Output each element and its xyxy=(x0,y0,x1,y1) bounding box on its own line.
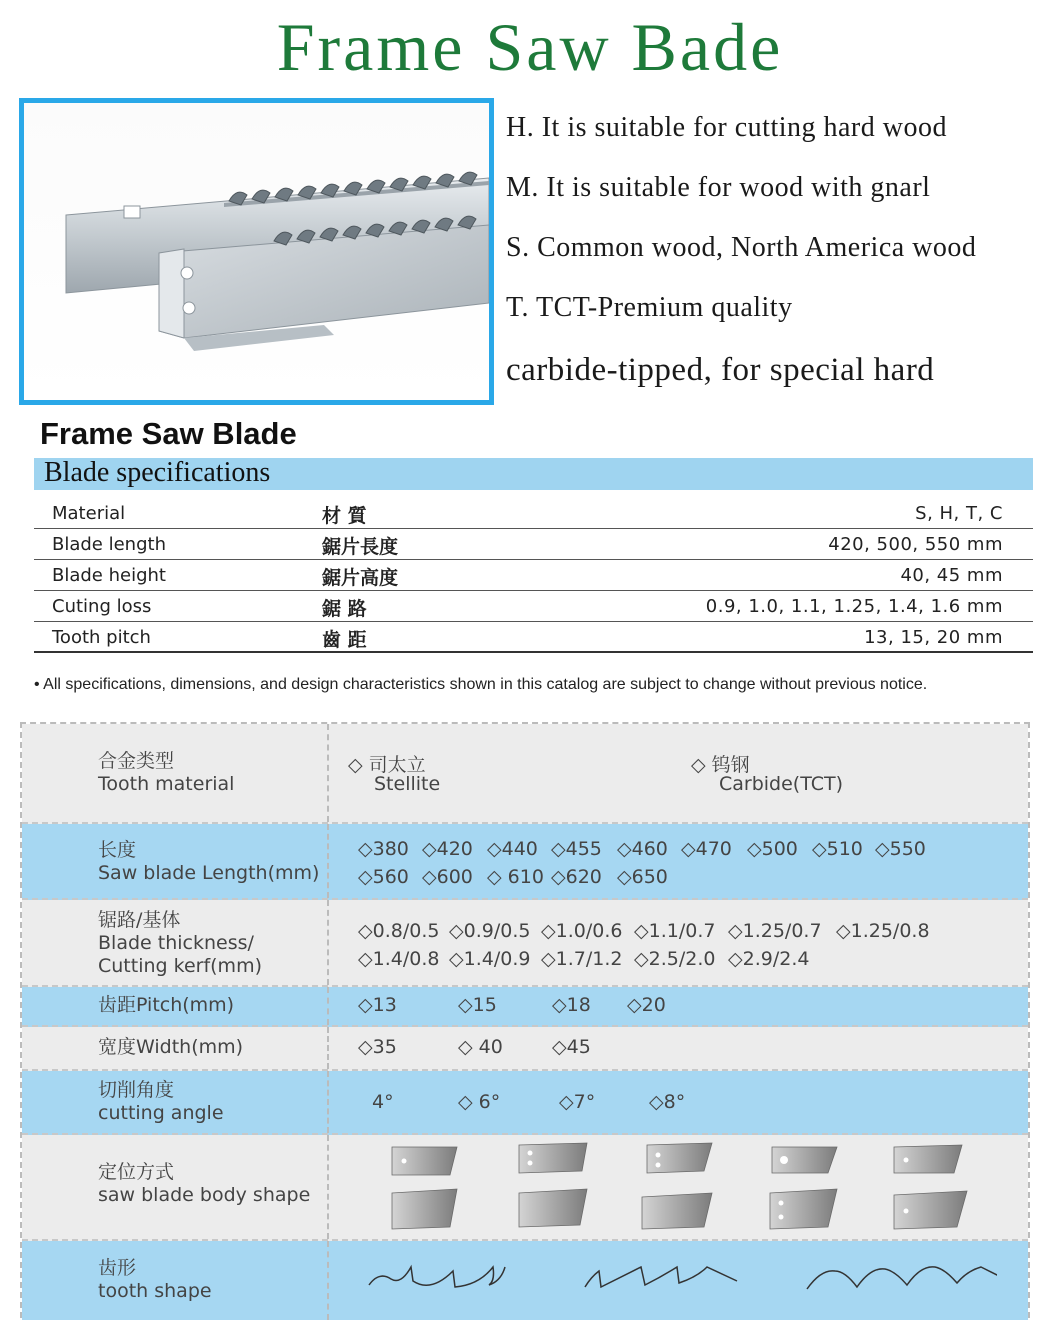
tooth-shape-icons xyxy=(367,1259,997,1299)
grade-m: M. It is suitable for wood with gnarl xyxy=(506,172,931,203)
option-thickness: ◇0.9/0.5 xyxy=(449,920,531,942)
option-carbide-en: Carbide(TCT) xyxy=(719,773,844,795)
option-carbide-zh: ◇ 钨钢 xyxy=(691,754,750,776)
option-pitch: ◇15 xyxy=(458,994,497,1016)
row-label xyxy=(98,1257,212,1303)
spec-value: 0.9, 1.0, 1.1, 1.25, 1.4, 1.6 mm xyxy=(705,596,1003,617)
option-angle: 4° xyxy=(372,1091,394,1113)
table-row xyxy=(34,591,1033,622)
row-tooth-shape xyxy=(22,1241,1028,1320)
option-length: ◇460 xyxy=(617,838,668,860)
spec-title: Frame Saw Blade xyxy=(40,416,297,451)
row-label xyxy=(98,909,262,978)
spec-label-zh: 齒 距 xyxy=(322,629,367,651)
spec-value: 40, 45 mm xyxy=(900,565,1003,586)
row-blade-thickness xyxy=(22,900,1028,987)
column-divider xyxy=(327,1027,329,1069)
row-label: 宽度Width(mm) xyxy=(98,1036,244,1058)
spec-label-en: Material xyxy=(52,503,126,524)
row-width xyxy=(22,1027,1028,1071)
spec-label-en: Cuting loss xyxy=(52,596,152,617)
body-shape-icons xyxy=(382,1141,1002,1237)
option-length: ◇620 xyxy=(551,866,602,888)
option-width: ◇35 xyxy=(358,1036,397,1058)
option-length: ◇600 xyxy=(422,866,473,888)
row-label xyxy=(98,839,319,885)
column-divider xyxy=(327,724,329,822)
row-label xyxy=(98,750,234,796)
option-angle: ◇8° xyxy=(649,1091,686,1113)
body-shape-icon xyxy=(392,1189,457,1229)
option-length: ◇560 xyxy=(358,866,409,888)
option-length: ◇650 xyxy=(617,866,668,888)
option-width: ◇45 xyxy=(552,1036,591,1058)
option-pitch: ◇13 xyxy=(358,994,397,1016)
label-en: Cutting kerf(mm) xyxy=(98,955,262,977)
label-zh: 长度 xyxy=(98,839,137,861)
spec-value: 13, 15, 20 mm xyxy=(864,627,1003,648)
label-zh: 锯路/基体 xyxy=(98,909,181,931)
spec-value: S, H, T, C xyxy=(915,503,1003,524)
table-row xyxy=(34,560,1033,591)
option-length: ◇470 xyxy=(681,838,732,860)
body-shape-icon xyxy=(519,1143,587,1173)
option-length: ◇440 xyxy=(487,838,538,860)
label-zh: 切削角度 xyxy=(98,1079,175,1101)
option-stellite-en: Stellite xyxy=(374,773,441,795)
option-thickness: ◇1.1/0.7 xyxy=(634,920,716,942)
option-pitch: ◇20 xyxy=(627,994,666,1016)
page-title: Frame Saw Bade xyxy=(276,9,784,85)
spec-band xyxy=(34,458,1033,490)
label-en: Tooth material xyxy=(98,773,235,795)
column-divider xyxy=(327,824,329,898)
option-thickness: ◇1.25/0.7 xyxy=(728,920,822,942)
column-divider xyxy=(327,987,329,1025)
option-length: ◇420 xyxy=(422,838,473,860)
row-cutting-angle xyxy=(22,1071,1028,1135)
body-shape-icon xyxy=(642,1193,712,1229)
option-thickness: ◇1.7/1.2 xyxy=(541,948,623,970)
body-shape-icon xyxy=(647,1143,712,1173)
table-row xyxy=(34,622,1033,653)
option-thickness: ◇1.4/0.8 xyxy=(358,948,440,970)
option-length: ◇550 xyxy=(875,838,926,860)
spec-table xyxy=(34,498,1033,653)
label-en: saw blade body shape xyxy=(98,1184,311,1206)
row-body-shape xyxy=(22,1135,1028,1241)
grade-h: H. It is suitable for cutting hard wood xyxy=(506,112,947,143)
option-thickness: ◇1.25/0.8 xyxy=(836,920,930,942)
table-row xyxy=(34,498,1033,529)
spec-band-label: Blade specifications xyxy=(44,457,271,488)
option-length: ◇380 xyxy=(358,838,409,860)
row-label xyxy=(98,1079,224,1125)
tooth-shape-icon xyxy=(807,1267,997,1289)
row-tooth-material xyxy=(22,724,1028,824)
saw-blade-illustration xyxy=(24,103,489,400)
option-angle: ◇7° xyxy=(559,1091,596,1113)
row-pitch xyxy=(22,987,1028,1027)
option-length: ◇ 610 xyxy=(487,866,544,888)
row-label xyxy=(98,1161,310,1207)
option-angle: ◇ 6° xyxy=(458,1091,501,1113)
option-stellite-zh: ◇ 司太立 xyxy=(348,754,426,776)
body-shape-icon xyxy=(770,1189,837,1229)
option-thickness: ◇1.4/0.9 xyxy=(449,948,531,970)
label-zh: 齿形 xyxy=(98,1257,137,1279)
spec-value: 420, 500, 550 mm xyxy=(828,534,1003,555)
column-divider xyxy=(327,1135,329,1239)
label-zh: 定位方式 xyxy=(98,1161,175,1183)
option-length: ◇500 xyxy=(747,838,798,860)
table-row xyxy=(34,529,1033,560)
grade-t-continued: carbide-tipped, for special hard xyxy=(506,352,935,388)
label-en: Saw blade Length(mm) xyxy=(98,862,320,884)
option-thickness: ◇2.5/2.0 xyxy=(634,948,716,970)
label-en: cutting angle xyxy=(98,1102,224,1124)
column-divider xyxy=(327,1071,329,1133)
tooth-shape-icon xyxy=(369,1267,505,1287)
label-en: tooth shape xyxy=(98,1280,212,1302)
row-label: 齿距Pitch(mm) xyxy=(98,994,235,1016)
spec-label-zh: 鋸 路 xyxy=(322,598,367,620)
spec-label-en: Blade length xyxy=(52,534,166,555)
spec-label-zh: 鋸片長度 xyxy=(322,536,399,558)
body-shape-icon xyxy=(519,1189,587,1227)
column-divider xyxy=(327,1241,329,1320)
option-length: ◇510 xyxy=(812,838,863,860)
label-zh: 合金类型 xyxy=(98,750,175,772)
option-thickness: ◇0.8/0.5 xyxy=(358,920,440,942)
grade-s: S. Common wood, North America wood xyxy=(506,232,977,263)
row-blade-length xyxy=(22,824,1028,900)
spec-label-en: Blade height xyxy=(52,565,166,586)
spec-label-en: Tooth pitch xyxy=(52,627,151,648)
spec-label-zh: 材 質 xyxy=(322,505,367,527)
tooth-shape-icon xyxy=(585,1267,737,1287)
label-en: Blade thickness/ xyxy=(98,932,254,954)
option-pitch: ◇18 xyxy=(552,994,591,1016)
spec-label-zh: 鋸片高度 xyxy=(322,567,399,589)
option-thickness: ◇1.0/0.6 xyxy=(541,920,623,942)
product-photo xyxy=(19,98,494,405)
grade-t: T. TCT-Premium quality xyxy=(506,292,793,323)
option-length: ◇455 xyxy=(551,838,602,860)
option-width: ◇ 40 xyxy=(458,1036,503,1058)
disclaimer-notice: • All specifications, dimensions, and design characteristics shown in this catalog are subject to change without previous notice. xyxy=(34,676,928,693)
option-thickness: ◇2.9/2.4 xyxy=(728,948,810,970)
column-divider xyxy=(327,900,329,985)
option-grid xyxy=(20,722,1030,1318)
